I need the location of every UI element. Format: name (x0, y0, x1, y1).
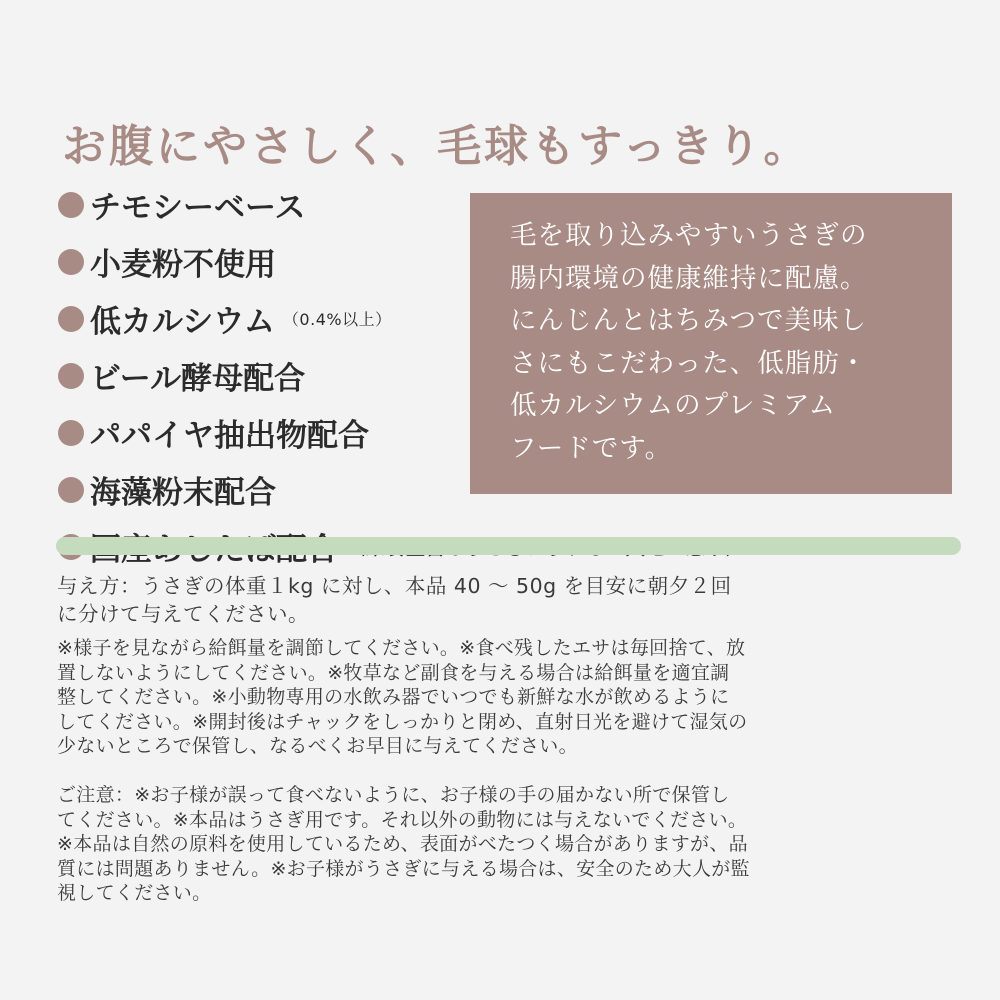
bullet-dot-icon (58, 249, 84, 275)
usage-line: に分けて与えてください。 (57, 602, 309, 626)
caution-line: 質には問題ありません。※お子様がうさぎに与える場合は、安全のため大人が監 (57, 857, 750, 880)
caution-line: 視してください。 (57, 882, 212, 904)
highlight-bar (56, 537, 961, 555)
usage-text (57, 572, 957, 628)
description-line: 毛を取り込みやすいうさぎの (510, 220, 868, 251)
description-line: 低カルシウムのプレミアム (510, 390, 837, 421)
caution-line: ※本品は自然の原料を使用しているため、表面がべたつく場合がありますが、品 (57, 833, 748, 855)
note-line: ※様子を見ながら給餌量を調節してください。※食べ残したエサは毎回捨て、放 (57, 637, 746, 659)
caution-line: てください。※本品はうさぎ用です。それ以外の動物には与えないでください。 (57, 808, 748, 831)
bullet-dot-icon (58, 477, 84, 503)
usage-line: 与え方：うさぎの体重１kg に対し、本品 40 〜 50g を目安に朝夕２回 (57, 574, 732, 598)
feature-label: チモシーベース (90, 190, 306, 226)
caution-line: ご注意：※お子様が誤って食べないように、お子様の手の届かない所で保管し (57, 784, 730, 806)
note-line: してください。※開封後はチャックをしっかりと閉め、直射日光を避けて湿気の (57, 710, 748, 733)
bullet-dot-icon (58, 420, 84, 446)
feature-label: パパイヤ抽出物配合 (90, 418, 369, 454)
description-line: にんじんとはちみつで美味し (510, 305, 867, 336)
description-line: 腸内環境の健康維持に配慮。 (510, 262, 868, 294)
feature-label: 小麦粉不使用 (90, 247, 276, 283)
feature-label: 海藻粉末配合 (90, 475, 276, 511)
feature-label: ビール酵母配合 (90, 361, 306, 397)
note-line: 整してください。※小動物専用の水飲み器でいつでも新鮮な水が飲めるように (57, 686, 730, 708)
feature-label: 低カルシウム (90, 304, 275, 340)
description-line: さにもこだわった、低脂肪・ (510, 347, 868, 379)
bullet-dot-icon (58, 306, 84, 332)
description-box (470, 193, 952, 494)
note-line: 置しないようにしてください。※牧草など副食を与える場合は給餌量を適宜調 (57, 661, 730, 684)
feature-note: （0.4%以上） (282, 310, 392, 329)
headline: お腹にやさしく、毛球もすっきり。 (62, 121, 811, 172)
caution-notes (57, 783, 957, 906)
description-line: フードです。 (510, 432, 673, 464)
note-line: 少ないところで保管し、なるべくお早目に与えてください。 (57, 735, 578, 757)
care-notes (57, 636, 957, 759)
bullet-dot-icon (58, 363, 84, 389)
bullet-dot-icon (58, 192, 84, 218)
